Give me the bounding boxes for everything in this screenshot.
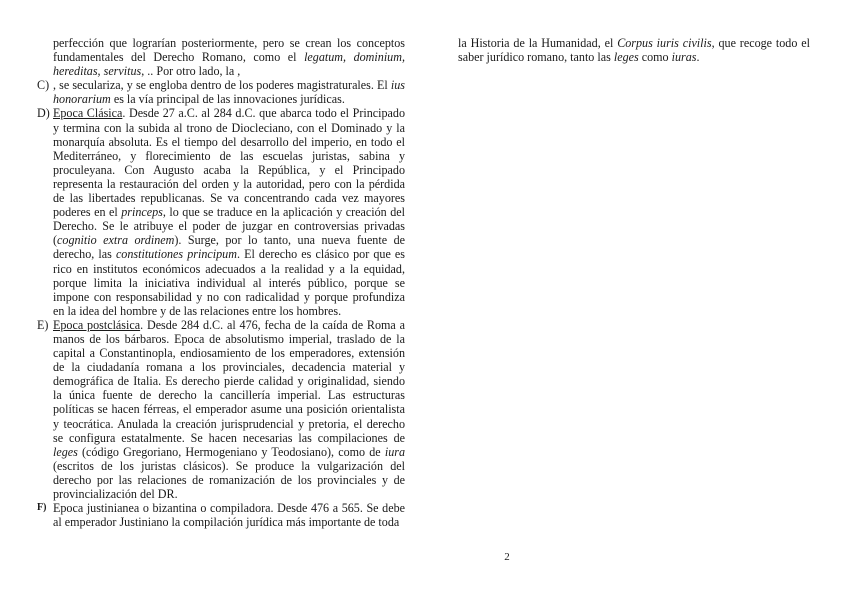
text-run: (código Gregoriano, Hermogeniano y Teodosiano), como de	[77, 444, 385, 459]
italic-term: ius honorarium	[53, 78, 405, 107]
text-run: (escritos de los juristas clásicos). Se produce la vulgarización del derecho por las relaciones de romanización de los provinciales y de provincialización del DR.	[53, 458, 405, 501]
italic-term: princeps	[121, 205, 163, 220]
list-item-f	[37, 501, 405, 529]
text-run: . El derecho es clásico por que es rico en institutos económicos adecuados a la realidad y a la equidad, porque limita la iniciativa individual al interés público, porque se impone con responsabilidad y no con radicalidad y porque profundiza en la idea del hombre y de las relaciones entre los hombres.	[53, 247, 405, 318]
continuation-paragraph	[458, 36, 810, 64]
list-marker: F)	[37, 502, 47, 514]
italic-term: leges	[613, 50, 639, 65]
section-heading: Epoca postclásica	[53, 317, 141, 332]
page-number: 2	[504, 551, 510, 563]
italic-term: Corpus iuris civilis	[617, 36, 712, 50]
list-item-c	[37, 78, 405, 106]
italic-term: constitutiones principum	[115, 247, 237, 262]
list-item-d	[37, 106, 405, 317]
list-marker: C)	[37, 78, 50, 93]
italic-term: leges	[53, 444, 78, 459]
text-run: como	[638, 50, 672, 65]
list-item-body	[53, 501, 405, 529]
intro-paragraph	[37, 36, 405, 78]
text-run: perfección que lograrían posteriormente, pero se crean los conceptos fundamentales del Derecho Romano, como el	[53, 36, 405, 65]
list-item-e	[37, 318, 405, 501]
left-column	[37, 36, 405, 529]
text-run: es la vía principal de las innovaciones jurídicas.	[110, 92, 345, 107]
text-run: , que recoge todo el saber jurídico romano, tanto las	[458, 36, 810, 65]
text-run: , se seculariza, y se engloba dentro de los poderes magistraturales. El	[53, 78, 391, 93]
list-marker: E)	[37, 317, 49, 332]
list-item-body	[53, 318, 405, 501]
italic-term: legatum, dominium, hereditas, servitus	[53, 50, 405, 79]
list-marker: D)	[37, 106, 50, 121]
list-item-body	[53, 78, 405, 106]
text-run: la Historia de la Humanidad, el	[458, 36, 618, 50]
text-run: , .. Por otro lado, la ,	[141, 64, 241, 79]
list-item-body	[53, 106, 405, 317]
text-run: , lo que se traduce en la aplicación y creación del Derecho. Se le atribuye el poder de juzgar en controversias privadas (	[53, 205, 405, 248]
text-run: . Desde 284 d.C. al 476, fecha de la caída de Roma a manos de los bárbaros. Epoca de absolutismo imperial, traslado de la capital a Constantinopla, endiosamiento de los emperadores, extensión de la ciudadanía romana a los provinciales, decadencia material y demográfica de Italia. Es derecho pierde calidad y originalidad, siendo la única fuente de derecho la cancillería imperial. Las estructuras políticas se hacen férreas, el emperador asume una posición orientalista y teocrática. Anulada la creación jurisprudencial y pretoria, el derecho se configura estatalmente. Se hacen necesarias las compilaciones de	[53, 317, 405, 445]
italic-term: iura	[384, 444, 405, 459]
right-column	[458, 36, 810, 64]
text-run: Epoca justinianea o bizantina o compiladora. Desde 476 a 565. Se debe al emperador Justiniano la compilación jurídica más importante de toda	[53, 501, 405, 530]
section-heading: Epoca Clásica	[53, 106, 123, 121]
text-run: .	[696, 50, 700, 65]
text-run: . Desde 27 a.C. al 284 d.C. que abarca todo el Principado y termina con la subida al trono de Diocleciano, con el Dominado y la monarquía absoluta. Es el tiempo del desarrollo del imperio, en todo el Mediterráneo, y florecimiento de las escuelas juristas, sabina y proculeyana. Con Augusto acaba la República, y el Principado representa la restauración del orden y la autoridad, pero con la pérdida de las libertades republicanas. Se va concentrando cada vez mayores poderes en el	[53, 106, 405, 220]
text-run: ). Surge, por lo tanto, una nueva fuente de derecho, las	[53, 233, 405, 262]
italic-term: iuras	[671, 50, 697, 65]
italic-term: cognitio extra ordinem	[57, 233, 175, 248]
